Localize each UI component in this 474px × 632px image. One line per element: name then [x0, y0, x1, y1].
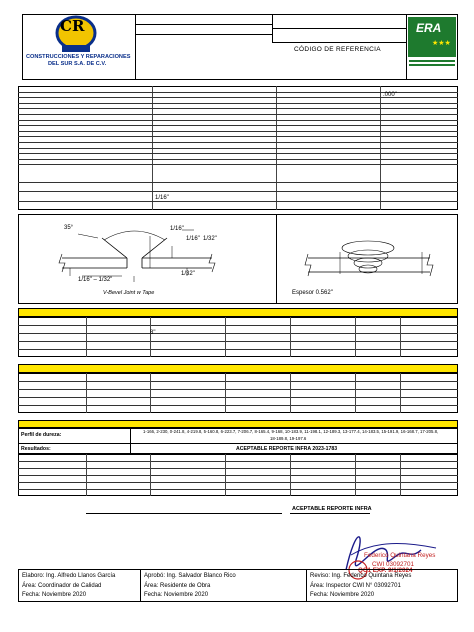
dim-label-d: 1/32" — [181, 271, 195, 277]
elaboro-date: Fecha: Noviembre 2020 — [22, 592, 87, 598]
grid-line — [18, 108, 458, 109]
grid-column-line — [400, 454, 401, 496]
aprobo-area: Área: Residente de Obra — [144, 583, 211, 589]
section-bar-1 — [18, 308, 458, 317]
grid-line — [18, 325, 458, 326]
dim-label-bottom: 1/16" – 1/32" — [78, 277, 113, 283]
grid-line — [18, 333, 458, 334]
logo-letters: CR — [60, 17, 85, 35]
hardness-values-line2: 18-189.8, 19-197.6 — [270, 436, 307, 441]
reference-code-label: CÓDIGO DE REFERENCIA — [294, 46, 381, 53]
company-name-line1: CONSTRUCCIONES Y REPARACIONES — [26, 54, 131, 60]
elaboro-area: Área: Coordinador de Calidad — [22, 583, 102, 589]
grid-column-line — [86, 454, 87, 496]
grid-line — [18, 120, 458, 121]
grid-column-line — [400, 317, 401, 357]
dim-label-a: 1/16" — [170, 226, 184, 232]
grid-line — [18, 389, 458, 390]
grid-column-line — [290, 317, 291, 357]
joint-caption: V-Bevel Joint w Tape — [103, 290, 155, 296]
grid-line — [18, 125, 458, 126]
grid-column-line — [225, 454, 226, 496]
grid-line — [18, 191, 458, 192]
reviso-area: Área: Inspector CWI N° 03092701 — [310, 583, 401, 589]
grid-line — [18, 182, 458, 183]
hardness-values-line1: 1-166, 2-230, 0-241.8, 4-219.8, 5-160.8, 6-223.7, 7-206.7, 8-165.4, 9-168, 10-183.9, 11-198.1, 12-189.3, 13-177.4, 14-183.5, 15-191.9, 16-168.7, 17-205.8, — [143, 429, 439, 434]
grid-column-line — [225, 373, 226, 413]
grid-line — [18, 142, 458, 143]
espesor-label: Espesor 0.562" — [292, 290, 333, 296]
grid-column-line — [355, 454, 356, 496]
grid-line — [18, 136, 458, 137]
grid-column-line — [86, 373, 87, 413]
resultados-label: Resultados: — [21, 446, 51, 452]
grid-line — [18, 475, 458, 476]
grid-line — [18, 397, 458, 398]
stamp-expiration: QC1 EXP. 9/1/2024 — [358, 567, 413, 574]
grid-line — [18, 159, 458, 160]
value-1-16: 1/16" — [155, 195, 169, 201]
grid-column-line — [150, 454, 151, 496]
grid-column-line — [86, 317, 87, 357]
grid-column-line — [400, 373, 401, 413]
bevel-angle-label: 35° — [64, 225, 74, 231]
grid-line — [18, 468, 458, 469]
grid-column-line — [225, 317, 226, 357]
grid-column-line — [355, 317, 356, 357]
elaboro-text: Elaboro: Ing. Alfredo Llanos García — [22, 573, 116, 579]
grid-column-line — [150, 373, 151, 413]
dim-label-b: 1/16" — [186, 236, 200, 242]
results-grid-2 — [18, 373, 458, 413]
grid-line — [18, 461, 458, 462]
grid-line — [18, 164, 458, 165]
resultados-value: ACEPTABLE REPORTE INFRA 2023-1783 — [236, 446, 338, 452]
grid-line — [18, 131, 458, 132]
reviso-date: Fecha: Noviembre 2020 — [310, 592, 375, 598]
grid-line — [18, 103, 458, 104]
hardness-label: Perfil de dureza: — [21, 432, 62, 438]
grid-line — [18, 341, 458, 342]
stamp-cwi: CWI 03092701 — [372, 561, 415, 568]
grid-line — [18, 405, 458, 406]
aprobo-text: Aprobó: Ing. Salvador Blanco Rico — [144, 573, 236, 579]
grid-column-line — [355, 373, 356, 413]
aprobo-date: Fecha: Noviembre 2020 — [144, 592, 209, 598]
stars-icon: ★★★ — [432, 40, 451, 47]
grid-line — [18, 381, 458, 382]
grid-line — [18, 489, 458, 490]
grid-column-line — [290, 373, 291, 413]
dim-label-c: 1/32" — [203, 236, 217, 242]
section-bar-2 — [18, 364, 458, 373]
company-name-line2: DEL SUR S.A. DE C.V. — [48, 61, 107, 67]
stamp-name: Federico Quintana Reyes — [364, 552, 436, 559]
grid-line — [18, 114, 458, 115]
aceptable-label: ACEPTABLE REPORTE INFRA — [292, 506, 372, 512]
grid-column-line — [150, 317, 151, 357]
era-logo-icon — [408, 17, 456, 57]
grid-line — [18, 153, 458, 154]
value-8: 8" — [150, 330, 156, 336]
grid-line — [18, 201, 458, 202]
grid-line — [18, 349, 458, 350]
results-grid-1 — [18, 317, 458, 357]
grid-line — [18, 148, 458, 149]
value-000: .000" — [383, 92, 397, 98]
grid-column-line — [290, 454, 291, 496]
grid-line — [18, 482, 458, 483]
reviso-text: Reviso: Ing. Federico Quintana Reyes — [310, 573, 412, 579]
section-bar-3 — [18, 420, 458, 428]
era-logo-text: ERA — [416, 21, 442, 35]
